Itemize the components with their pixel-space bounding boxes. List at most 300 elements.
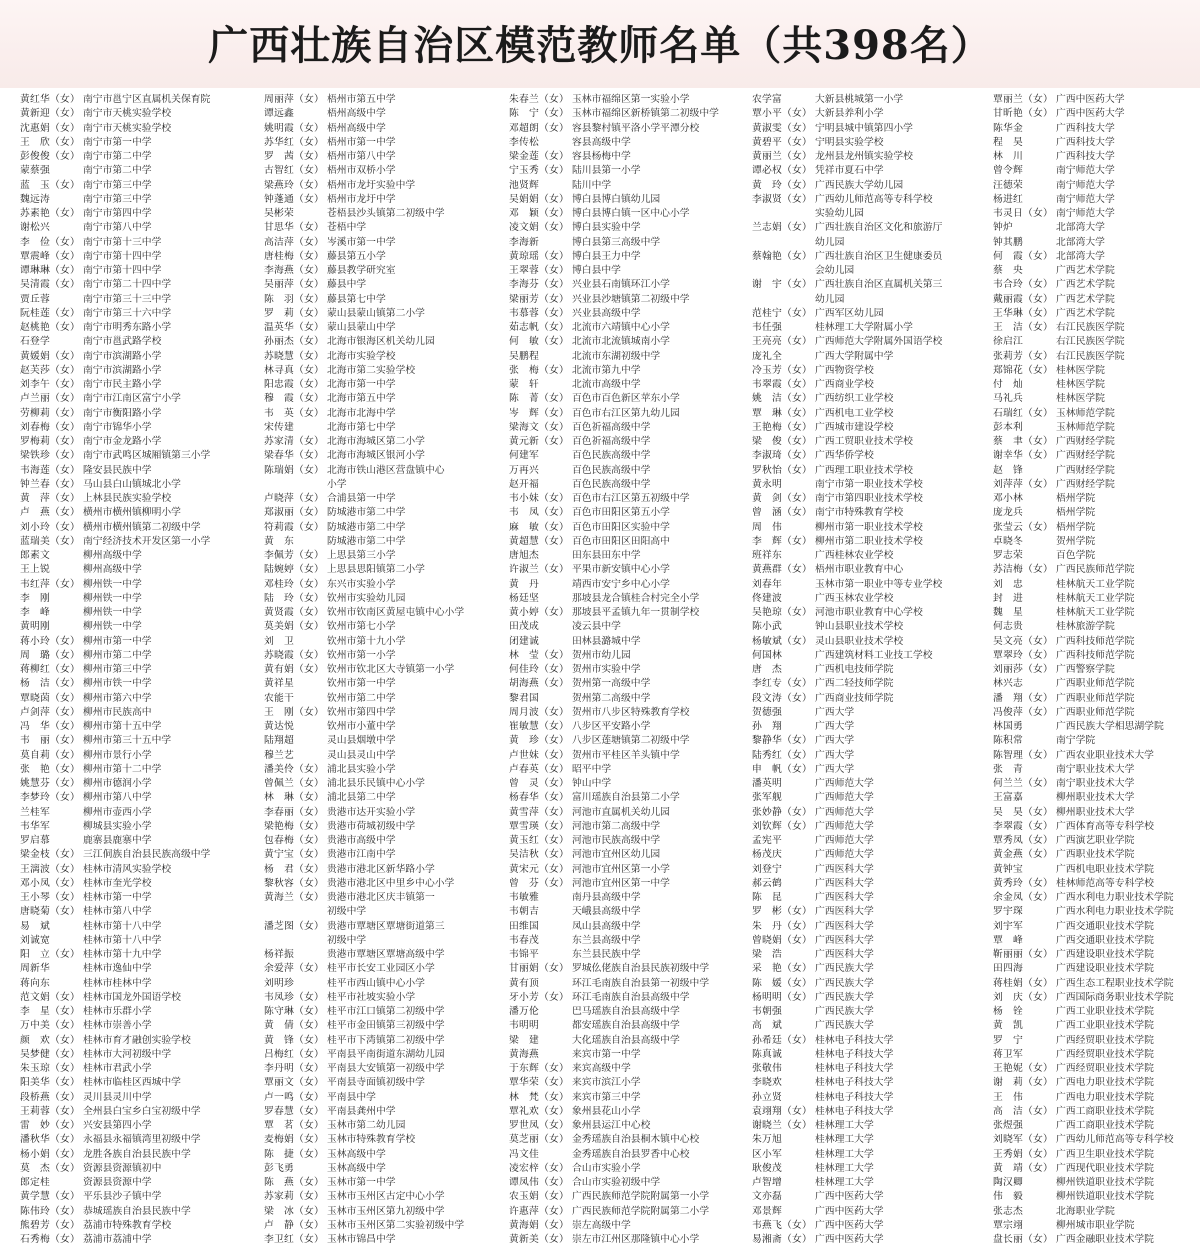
teacher-unit: 藤县第五小学 xyxy=(327,250,386,262)
teacher-name: 王上锐 xyxy=(20,564,50,576)
list-item xyxy=(752,606,974,620)
list-item xyxy=(509,421,731,435)
teacher-unit: 桂林理工大学附属小学 xyxy=(815,322,913,333)
list-item xyxy=(752,834,974,848)
teacher-unit: 柳州市民族高中 xyxy=(83,706,152,718)
teacher-unit: 陆川中学 xyxy=(572,179,612,191)
teacher-unit: 平南县大安镇第一初级中学 xyxy=(327,1063,445,1074)
teacher-name: 田维国 xyxy=(509,920,539,932)
teacher-unit: 藤县教学研究室 xyxy=(327,265,396,276)
teacher-name: 周丽萍（女） xyxy=(264,94,324,105)
teacher-unit: 广西民族大学 xyxy=(815,991,874,1003)
list-item xyxy=(20,407,242,421)
teacher-name: 黄 剑（女） xyxy=(752,493,812,504)
teacher-name: 黄 丹 xyxy=(509,578,539,590)
teacher-name: 沈惠娟（女） xyxy=(20,122,80,134)
teacher-unit: 桂林市第十九中学 xyxy=(83,949,162,960)
list-item xyxy=(752,620,974,634)
teacher-name: 黄 珍（女） xyxy=(509,735,569,747)
teacher-name: 黄永明 xyxy=(752,478,782,490)
teacher-name: 庞礼全 xyxy=(752,350,782,362)
teacher-unit: 永福县永福镇湾里初级中学 xyxy=(83,1134,201,1146)
teacher-unit: 梧州高级中学 xyxy=(327,122,386,134)
teacher-name xyxy=(752,207,815,221)
list-item xyxy=(752,392,974,406)
teacher-unit: 灵山县职业技术学校 xyxy=(815,635,904,647)
list-item xyxy=(264,663,486,677)
list-item xyxy=(509,150,731,164)
teacher-name: 蔡 聿（女） xyxy=(993,436,1053,447)
list-item xyxy=(752,749,974,763)
teacher-unit: 广西医科大学 xyxy=(815,892,874,903)
teacher-name: 何 敏（女） xyxy=(509,336,569,348)
teacher-name: 韦小妹（女） xyxy=(509,493,569,504)
teacher-name: 黄宋元（女） xyxy=(509,863,569,875)
teacher-name: 佟建波 xyxy=(752,592,782,604)
teacher-name: 冯文佳 xyxy=(509,1148,539,1160)
teacher-unit: 广西水利电力职业技术学院 xyxy=(1056,906,1174,918)
teacher-unit: 那坡县龙合镇桂合村完全小学 xyxy=(572,592,700,604)
teacher-unit: 贵港市港北区中里乡中心小学 xyxy=(327,877,455,889)
teacher-name: 姚慧芬（女） xyxy=(20,778,80,789)
teacher-unit: 广西金融职业技术学院 xyxy=(1056,1234,1154,1245)
teacher-name: 黄有娟（女） xyxy=(264,664,324,675)
list-item xyxy=(264,535,486,549)
teacher-name: 王 欣（女） xyxy=(20,136,80,148)
teacher-name: 谭必权（女） xyxy=(752,165,812,177)
list-item xyxy=(264,863,486,877)
teacher-unit: 蒙山县蒙山中学 xyxy=(327,322,396,333)
teacher-name: 王富嘉 xyxy=(993,792,1023,804)
list-item xyxy=(509,307,731,321)
teacher-unit: 广西水利电力职业技术学院 xyxy=(1056,892,1174,903)
teacher-name: 覃宗翊 xyxy=(993,1219,1023,1231)
list-item xyxy=(509,464,731,478)
list-item xyxy=(264,1148,486,1162)
list-item xyxy=(509,392,731,406)
list-item xyxy=(509,549,731,563)
teacher-unit: 广西师范大学 xyxy=(815,849,874,861)
teacher-unit: 桂平市西山镇中心小学 xyxy=(327,977,425,989)
list-item xyxy=(993,920,1193,934)
list-item xyxy=(20,193,242,207)
teacher-name: 罗 茜（女） xyxy=(264,151,324,162)
list-item xyxy=(752,592,974,606)
teacher-name: 苏华红（女） xyxy=(264,136,324,148)
list-item xyxy=(752,449,974,463)
teacher-unit: 广西大学 xyxy=(815,706,855,718)
teacher-unit: 全州县白宝乡白宝初级中学 xyxy=(83,1105,201,1117)
list-item xyxy=(993,649,1193,663)
teacher-unit: 北海市第一中学 xyxy=(327,379,396,390)
teacher-name: 韦朝吉 xyxy=(509,906,539,918)
list-item xyxy=(993,193,1193,207)
teacher-unit: 南宁市江南区富宁小学 xyxy=(83,393,181,405)
list-item xyxy=(20,1019,242,1033)
list-item xyxy=(509,107,731,121)
teacher-unit: 宁明县实验学校 xyxy=(815,136,884,148)
teacher-name: 余爱萍（女） xyxy=(264,963,324,975)
list-item xyxy=(20,535,242,549)
teacher-name: 莫 杰（女） xyxy=(20,1162,80,1174)
teacher-unit: 柳州铁一中学 xyxy=(83,578,142,590)
teacher-name: 张敬伟 xyxy=(752,1063,782,1074)
teacher-name: 曾佩兰（女） xyxy=(264,778,324,789)
teacher-name: 赵桃艳（女） xyxy=(20,322,80,333)
teacher-unit: 河池市第二高级中学 xyxy=(572,820,661,832)
list-item xyxy=(20,549,242,563)
teacher-name: 苏素艳（女） xyxy=(20,208,80,219)
teacher-name: 朱万旭 xyxy=(752,1134,782,1146)
teacher-name: 陈 捷（女） xyxy=(264,1148,324,1160)
teacher-name: 苏洁梅（女） xyxy=(993,564,1053,576)
teacher-unit: 广西交通职业技术学院 xyxy=(1056,934,1154,946)
teacher-unit: 凤山县高级中学 xyxy=(572,920,641,932)
teacher-unit: 来宾市滨江小学 xyxy=(572,1077,641,1089)
teacher-unit: 柳州市壶西小学 xyxy=(83,806,152,818)
teacher-unit: 容县黎村镇平洛小学平潭分校 xyxy=(572,122,700,134)
list-item xyxy=(20,1205,242,1219)
list-item xyxy=(509,563,731,577)
teacher-unit: 南宁市第四职业技术学校 xyxy=(815,493,923,504)
teacher-name: 封 进 xyxy=(993,592,1023,604)
teacher-unit: 广西医科大学 xyxy=(815,934,874,946)
teacher-unit: 百色民族高级中学 xyxy=(572,478,651,490)
teacher-name: 黄 倩（女） xyxy=(264,1020,324,1032)
teacher-name: 覃丽兰（女） xyxy=(993,94,1053,105)
teacher-unit: 广西建设职业技术学院 xyxy=(1056,949,1154,960)
teacher-unit: 梧州学院 xyxy=(1056,493,1096,504)
teacher-name: 朱春兰（女） xyxy=(509,94,569,105)
teacher-unit: 玉林师范学院 xyxy=(1056,407,1115,419)
teacher-unit: 梧州市双桥小学 xyxy=(327,165,396,177)
teacher-unit: 广西工业职业技术学院 xyxy=(1056,1020,1154,1032)
list-item xyxy=(509,1034,731,1048)
teacher-unit: 广西电力职业技术学院 xyxy=(1056,1091,1154,1103)
list-item xyxy=(20,278,242,292)
teacher-unit: 南宁学院 xyxy=(1056,735,1096,747)
teacher-unit: 柳州职业技术大学 xyxy=(1056,806,1135,818)
teacher-name: 罗秋怡（女） xyxy=(752,464,812,476)
teacher-name: 梁艳梅（女） xyxy=(264,820,324,832)
teacher-name: 冯俊萍（女） xyxy=(993,706,1053,718)
teacher-name: 刘春梅（女） xyxy=(20,421,80,433)
teacher-name: 黄红华（女） xyxy=(20,94,80,105)
teacher-name: 蓝 玉（女） xyxy=(20,179,80,191)
teacher-name: 邓小林 xyxy=(993,493,1023,504)
teacher-name: 梁金枝（女） xyxy=(20,849,80,861)
list-item xyxy=(20,378,242,392)
list-item xyxy=(20,207,242,221)
teacher-unit: 桂林市国龙外国语学校 xyxy=(83,991,181,1003)
list-item xyxy=(264,250,486,264)
list-item xyxy=(752,977,974,991)
teacher-name: 曾 涵（女） xyxy=(752,507,812,519)
teacher-unit: 桂林市大河初级中学 xyxy=(83,1048,172,1060)
teacher-name: 黄钟宝 xyxy=(993,863,1023,875)
teacher-unit: 防城港市第二中学 xyxy=(327,535,406,547)
teacher-unit: 钦州市第七小学 xyxy=(327,621,396,633)
list-item xyxy=(509,948,731,962)
teacher-unit: 柳州城市职业学院 xyxy=(1056,1219,1135,1231)
list-item xyxy=(752,991,974,1005)
list-item xyxy=(993,677,1193,691)
list-item xyxy=(993,236,1193,250)
list-item xyxy=(20,435,242,449)
list-item xyxy=(752,93,974,107)
teacher-unit: 博白县王力中学 xyxy=(572,250,641,262)
teacher-name: 李淑琦（女） xyxy=(752,450,812,462)
list-item xyxy=(993,93,1193,107)
teacher-name: 蒙蔡强 xyxy=(20,165,50,177)
teacher-unit: 百色学院 xyxy=(1056,550,1096,561)
teacher-name: 莫芝丽（女） xyxy=(509,1134,569,1146)
teacher-name: 韦明明 xyxy=(509,1020,539,1032)
teacher-unit: 玉林市玉州区第九初级中学 xyxy=(327,1205,445,1217)
teacher-name: 梁丽芳（女） xyxy=(509,293,569,305)
teacher-name: 孙 翔 xyxy=(752,721,782,732)
list-item xyxy=(993,806,1193,820)
list-column xyxy=(20,93,242,1247)
teacher-name: 林 川 xyxy=(993,151,1023,162)
teacher-unit: 广西中医药大学 xyxy=(1056,108,1125,120)
teacher-name: 刘 忠 xyxy=(993,578,1023,590)
teacher-unit: 钦州市第十九小学 xyxy=(327,635,406,647)
teacher-name: 唐旭杰 xyxy=(509,550,539,561)
list-item xyxy=(993,763,1193,777)
teacher-name: 李丹明（女） xyxy=(264,1063,324,1074)
list-item xyxy=(20,934,242,948)
teacher-unit: 北海市海城区银河小学 xyxy=(327,450,425,462)
list-item xyxy=(752,264,974,278)
list-item xyxy=(509,264,731,278)
teacher-unit: 钦州市钦北区大寺镇第一小学 xyxy=(327,664,455,675)
teacher-name: 张军舰 xyxy=(752,792,782,804)
teacher-name: 罗启慕 xyxy=(20,835,50,846)
teacher-unit: 东兴市实验小学 xyxy=(327,578,396,590)
teacher-name: 甘丽娟（女） xyxy=(509,963,569,975)
list-item xyxy=(264,635,486,649)
list-item xyxy=(993,863,1193,877)
list-item xyxy=(752,962,974,976)
list-item xyxy=(264,578,486,592)
teacher-name: 田四海 xyxy=(993,963,1023,975)
teacher-unit: 昭平中学 xyxy=(572,763,612,775)
list-item xyxy=(752,250,974,264)
teacher-unit: 来宾高级中学 xyxy=(572,1063,631,1074)
list-item xyxy=(752,464,974,478)
teacher-unit: 河池市民族高级中学 xyxy=(572,835,661,846)
teacher-unit: 玉林市第二幼儿园 xyxy=(327,1120,406,1131)
teacher-name: 王小琴（女） xyxy=(20,892,80,903)
list-item xyxy=(264,464,486,478)
teacher-unit: 河池市宜州区幼儿园 xyxy=(572,849,661,861)
teacher-name: 卢剑萍（女） xyxy=(20,706,80,718)
teacher-name: 耿俊茂 xyxy=(752,1162,782,1174)
teacher-unit: 南宁市第三中学 xyxy=(83,179,152,191)
teacher-unit: 广西师范大学 xyxy=(815,792,874,804)
list-item xyxy=(20,1034,242,1048)
list-item xyxy=(752,720,974,734)
teacher-name: 张煜强 xyxy=(993,1120,1023,1131)
list-item xyxy=(993,364,1193,378)
list-item xyxy=(752,1205,974,1219)
list-item xyxy=(509,321,731,335)
list-item xyxy=(752,293,974,307)
teacher-unit: 上思县思阳镇第二小学 xyxy=(327,564,425,576)
list-item xyxy=(752,649,974,663)
teacher-unit: 鹿寨县鹿寨中学 xyxy=(83,835,152,846)
teacher-unit: 柳州市第三十五中学 xyxy=(83,735,172,747)
list-item xyxy=(264,364,486,378)
teacher-unit: 桂林理工大学 xyxy=(815,1148,874,1160)
teacher-unit: 百色民族高级中学 xyxy=(572,450,651,462)
teacher-unit: 右江民族医学院 xyxy=(1056,350,1125,362)
teacher-unit: 北海市第五中学 xyxy=(327,393,396,405)
list-item xyxy=(20,777,242,791)
list-item xyxy=(993,1062,1193,1076)
teacher-unit: 灵山县灵山中学 xyxy=(327,749,396,761)
list-item xyxy=(752,535,974,549)
teacher-name: 林国勇 xyxy=(993,721,1023,732)
teacher-unit: 广西职业师范学院 xyxy=(1056,692,1135,704)
teacher-name: 罗梅莉（女） xyxy=(20,436,80,447)
teacher-name: 刘明珍 xyxy=(264,977,294,989)
teacher-name: 卓晓冬 xyxy=(993,535,1023,547)
list-item xyxy=(993,1005,1193,1019)
list-item xyxy=(752,1076,974,1090)
teacher-unit: 广西中医药大学 xyxy=(815,1205,884,1217)
list-item xyxy=(993,221,1193,235)
list-item xyxy=(993,977,1193,991)
list-item xyxy=(264,350,486,364)
list-item xyxy=(264,1119,486,1133)
teacher-unit: 合山市实验小学 xyxy=(572,1162,641,1174)
teacher-unit: 柳州市景行小学 xyxy=(83,749,152,761)
teacher-unit: 那坡县平孟镇九年一贯制学校 xyxy=(572,607,700,618)
teacher-name: 贺德强 xyxy=(752,706,782,718)
teacher-name: 卢一鸣（女） xyxy=(264,1091,324,1103)
teacher-unit: 广西机电工业学校 xyxy=(815,407,894,419)
list-item xyxy=(993,877,1193,891)
list-item xyxy=(752,321,974,335)
list-item xyxy=(752,1133,974,1147)
teacher-unit: 北流市东湖初级中学 xyxy=(572,350,661,362)
list-item xyxy=(264,278,486,292)
teacher-name: 梁 建 xyxy=(509,1034,539,1046)
teacher-unit: 桂林医学院 xyxy=(1056,379,1105,390)
teacher-name: 于东辉（女） xyxy=(509,1063,569,1074)
teacher-name: 梁 冰（女） xyxy=(264,1205,324,1217)
teacher-name: 靳丽丽（女） xyxy=(993,949,1053,960)
list-item xyxy=(20,293,242,307)
teacher-name: 杨进红 xyxy=(993,193,1023,205)
teacher-name: 覃翠玲（女） xyxy=(993,649,1053,661)
teacher-name: 蒋卫军 xyxy=(993,1048,1023,1060)
teacher-unit: 灵川县灵川中学 xyxy=(83,1091,152,1103)
teacher-unit: 广西城市建设学校 xyxy=(815,421,894,433)
teacher-name: 易湘斋（女） xyxy=(752,1234,812,1245)
teacher-name: 吴艳琼（女） xyxy=(752,607,812,618)
list-item xyxy=(20,706,242,720)
teacher-name: 潘芝图（女） xyxy=(264,920,324,932)
list-item xyxy=(509,1133,731,1147)
list-item xyxy=(993,179,1193,193)
teacher-unit: 广西壮族自治区文化和旅游厅 xyxy=(815,222,943,234)
teacher-name: 郎定桂 xyxy=(20,1177,50,1188)
teacher-unit: 贵港市江南中学 xyxy=(327,849,396,861)
teacher-unit: 北海市铁山港区营盘镇中心 xyxy=(327,464,445,476)
teacher-unit: 北流市高级中学 xyxy=(572,379,641,390)
teacher-name: 覃华荣（女） xyxy=(509,1077,569,1089)
list-item xyxy=(993,521,1193,535)
list-item xyxy=(509,1048,731,1062)
teacher-name: 韦锦平 xyxy=(509,949,539,960)
teacher-name: 农玉娟（女） xyxy=(509,1191,569,1203)
list-item xyxy=(264,1048,486,1062)
teacher-unit: 北流市北流镇城南小学 xyxy=(572,336,670,348)
teacher-name: 罗 莉（女） xyxy=(264,307,324,319)
teacher-unit: 上思县第三小学 xyxy=(327,550,396,561)
teacher-name: 万中美（女） xyxy=(20,1020,80,1032)
teacher-unit: 南宁市第一中学 xyxy=(83,136,152,148)
teacher-unit: 北流市第九中学 xyxy=(572,364,641,376)
list-item xyxy=(509,578,731,592)
teacher-name: 凌文娟（女） xyxy=(509,222,569,234)
teacher-unit: 防城港市第二中学 xyxy=(327,507,406,519)
teacher-unit: 北海市第二实验学校 xyxy=(327,364,416,376)
teacher-name: 王 刚（女） xyxy=(264,706,324,718)
teacher-unit: 东兰县民族中学 xyxy=(572,949,641,960)
teacher-name: 魏 星 xyxy=(993,607,1023,618)
list-item xyxy=(20,1162,242,1176)
teacher-unit: 藤县中学 xyxy=(327,279,367,291)
teacher-unit: 北海市实验学校 xyxy=(327,350,396,362)
teacher-name: 黄超慧（女） xyxy=(509,535,569,547)
teacher-name: 高 斌 xyxy=(752,1020,782,1032)
teacher-unit: 广西医科大学 xyxy=(815,906,874,918)
teacher-name: 庞龙兵 xyxy=(993,507,1023,519)
teacher-name: 包春梅（女） xyxy=(264,835,324,846)
teacher-unit: 广西工商职业技术学院 xyxy=(1056,1105,1154,1117)
list-item xyxy=(264,549,486,563)
page-title: 广西壮族自治区模范教师名单（共398名） xyxy=(208,22,992,69)
teacher-name: 周 璐（女） xyxy=(20,649,80,661)
teacher-unit: 浦北县乐民镇中心小学 xyxy=(327,778,425,789)
teacher-name: 陈守琳（女） xyxy=(264,1006,324,1017)
teacher-name: 王 伟 xyxy=(993,1091,1023,1103)
list-item xyxy=(993,720,1193,734)
list-item xyxy=(509,891,731,905)
teacher-unit: 广西中医药大学 xyxy=(815,1234,884,1245)
list-item xyxy=(20,563,242,577)
list-item xyxy=(264,749,486,763)
list-item xyxy=(993,948,1193,962)
list-item xyxy=(20,449,242,463)
teacher-name: 杨茂庆 xyxy=(752,849,782,861)
teacher-unit: 百色市田阳区实验中学 xyxy=(572,521,670,533)
list-item xyxy=(264,164,486,178)
teacher-unit: 桂林医学院 xyxy=(1056,393,1105,405)
list-item xyxy=(264,977,486,991)
list-item xyxy=(509,1005,731,1019)
teacher-name: 林 琳（女） xyxy=(264,792,324,804)
teacher-unit: 桂林市第一中学 xyxy=(83,892,152,903)
list-item xyxy=(264,763,486,777)
list-item xyxy=(20,806,242,820)
teacher-unit: 横州市横州镇第二初级中学 xyxy=(83,521,201,533)
list-item xyxy=(993,1176,1193,1190)
